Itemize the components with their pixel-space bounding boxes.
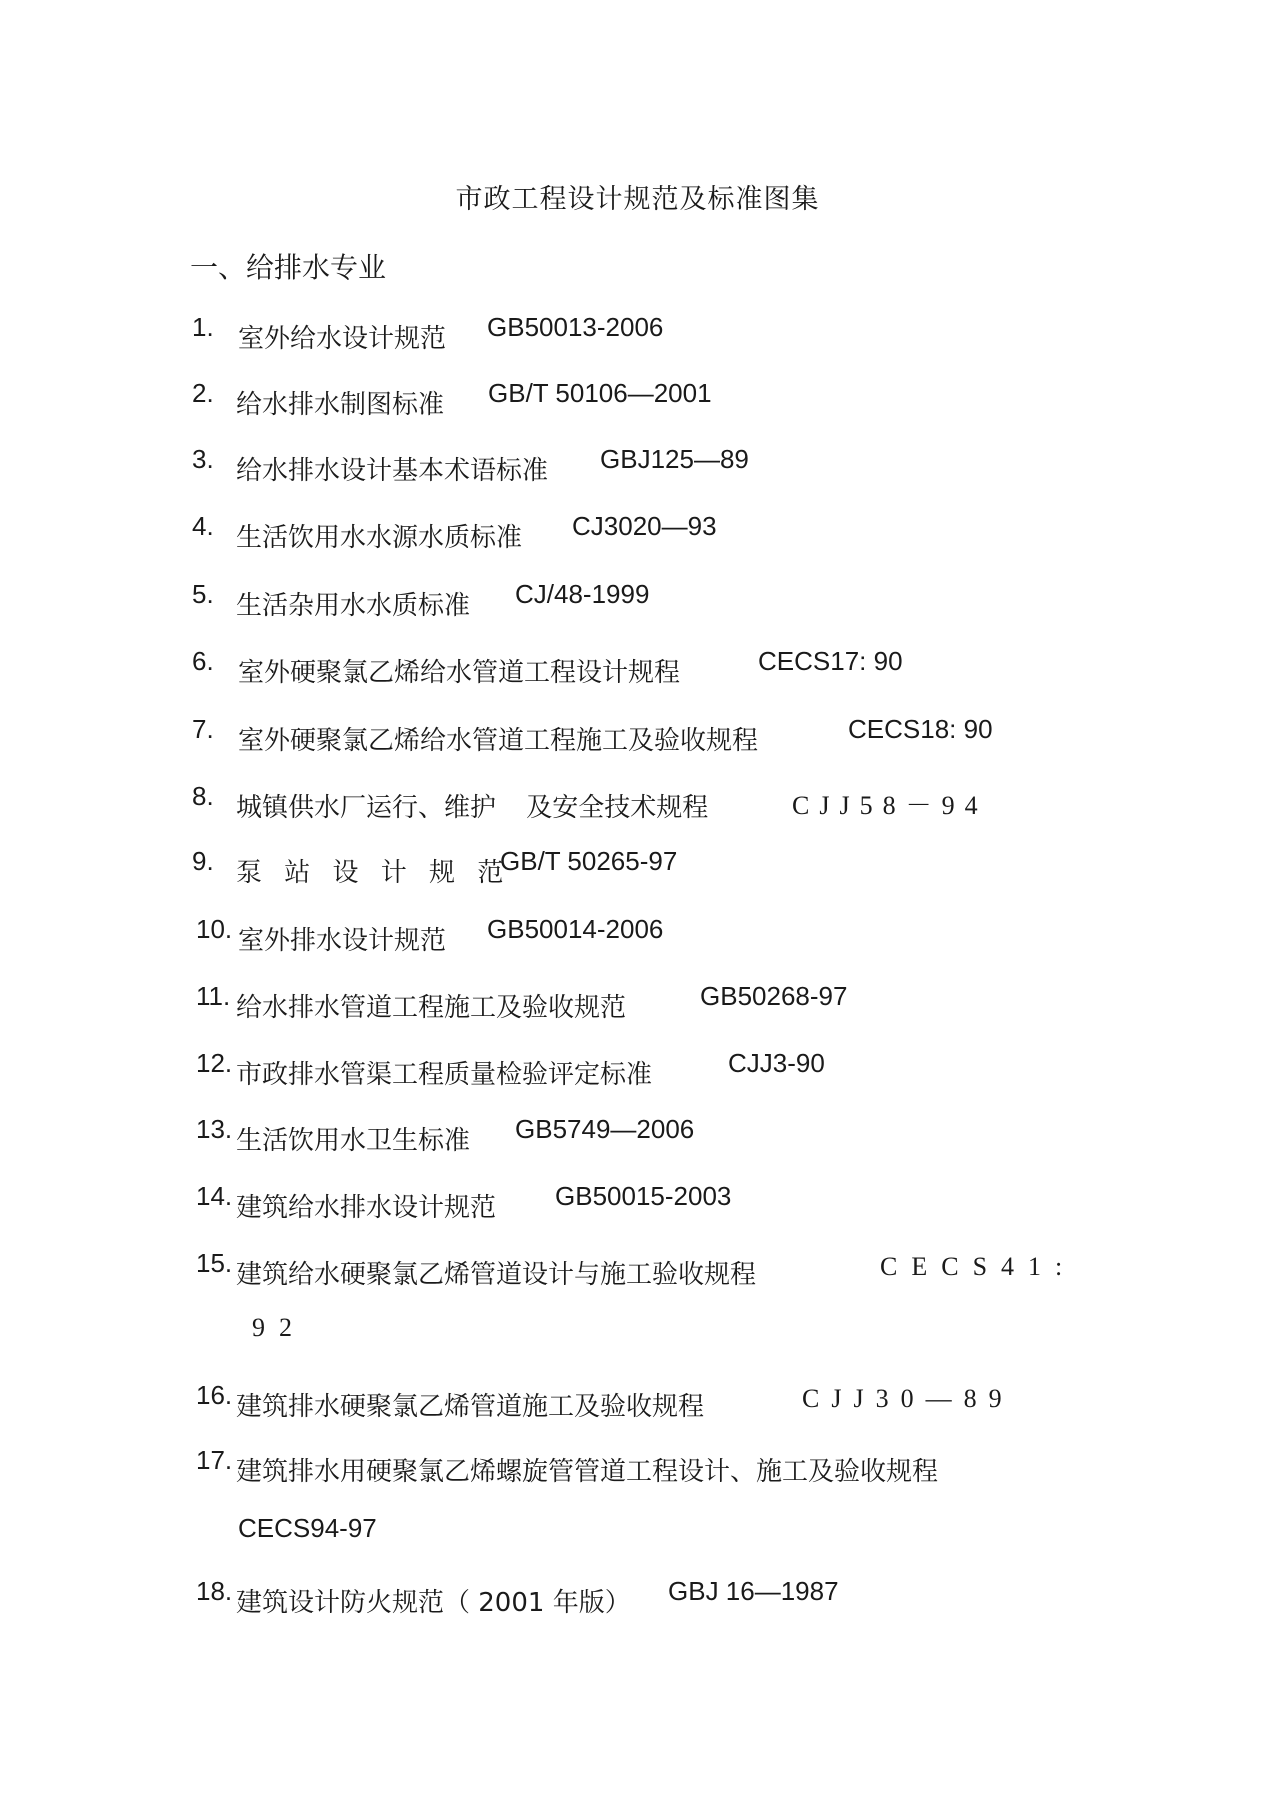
item-code-continuation: 92 bbox=[252, 1313, 306, 1342]
item-number: 6. bbox=[192, 646, 214, 676]
item-name: 市政排水管渠工程质量检验评定标准 bbox=[236, 1060, 653, 1090]
item-name: 室外排水设计规范 bbox=[238, 926, 447, 956]
item-number: 16. bbox=[196, 1380, 233, 1410]
item-number: 1. bbox=[192, 312, 214, 342]
item-number: 3. bbox=[192, 444, 214, 474]
item-number: 14. bbox=[196, 1181, 233, 1211]
item-name: 给水排水管道工程施工及验收规范 bbox=[236, 993, 627, 1023]
item-number: 2. bbox=[192, 378, 214, 408]
item-name: 室外给水设计规范 bbox=[238, 324, 447, 354]
item-code: CECS41: bbox=[880, 1252, 1077, 1281]
item-name: 生活饮用水卫生标准 bbox=[236, 1126, 471, 1156]
item-name: 生活饮用水水源水质标准 bbox=[236, 523, 523, 553]
item-number: 18. bbox=[196, 1576, 233, 1606]
item-code: GBJ 16—1987 bbox=[668, 1576, 839, 1606]
item-code-continuation: CECS94-97 bbox=[238, 1513, 377, 1543]
item-number: 10. bbox=[196, 914, 233, 944]
section-heading: 一、给排水专业 bbox=[190, 251, 387, 284]
item-code: CJ3020—93 bbox=[572, 511, 717, 541]
item-number: 12. bbox=[196, 1048, 233, 1078]
item-name: 给水排水设计基本术语标准 bbox=[236, 456, 549, 486]
item-code: GB/T 50106—2001 bbox=[488, 378, 712, 408]
item-number: 4. bbox=[192, 511, 214, 541]
item-code: CECS18: 90 bbox=[848, 714, 993, 744]
item-name: 建筑给水排水设计规范 bbox=[236, 1193, 497, 1223]
item-name: 建筑排水硬聚氯乙烯管道施工及验收规程 bbox=[236, 1392, 705, 1422]
item-name: 城镇供水厂运行、维护 及安全技术规程 bbox=[236, 793, 709, 823]
item-number: 17. bbox=[196, 1445, 233, 1475]
item-code: GBJ125—89 bbox=[600, 444, 749, 474]
item-name: 泵 站 设 计 规 范 bbox=[236, 858, 504, 888]
item-name: 建筑给水硬聚氯乙烯管道设计与施工验收规程 bbox=[236, 1260, 757, 1290]
item-code: GB50268-97 bbox=[700, 981, 848, 1011]
item-number: 7. bbox=[192, 714, 214, 744]
item-name: 建筑排水用硬聚氯乙烯螺旋管管道工程设计、施工及验收规程 bbox=[236, 1457, 939, 1487]
item-code: GB/T 50265-97 bbox=[500, 846, 678, 876]
item-code: CJJ58－94 bbox=[792, 791, 988, 820]
item-code: GB50013-2006 bbox=[487, 312, 664, 342]
item-code: GB50014-2006 bbox=[487, 914, 664, 944]
item-code: CJ/48-1999 bbox=[515, 579, 650, 609]
item-name: 室外硬聚氯乙烯给水管道工程设计规程 bbox=[238, 658, 681, 688]
item-code: GB5749—2006 bbox=[515, 1114, 695, 1144]
item-number: 13. bbox=[196, 1114, 233, 1144]
item-code: CJJ30—89 bbox=[802, 1384, 1014, 1413]
item-code: CJJ3-90 bbox=[728, 1048, 825, 1078]
item-number: 9. bbox=[192, 846, 214, 876]
item-code: GB50015-2003 bbox=[555, 1181, 732, 1211]
item-number: 8. bbox=[192, 781, 214, 811]
item-number: 11. bbox=[196, 981, 231, 1011]
item-name: 室外硬聚氯乙烯给水管道工程施工及验收规程 bbox=[238, 726, 759, 756]
item-code: CECS17: 90 bbox=[758, 646, 903, 676]
item-name: 给水排水制图标准 bbox=[236, 390, 445, 420]
item-name: 生活杂用水水质标准 bbox=[236, 591, 471, 621]
item-name: 建筑设计防火规范（ 2001 年版） bbox=[236, 1588, 631, 1618]
item-number: 5. bbox=[192, 579, 214, 609]
page-title: 市政工程设计规范及标准图集 bbox=[455, 184, 820, 215]
item-number: 15. bbox=[196, 1248, 233, 1278]
